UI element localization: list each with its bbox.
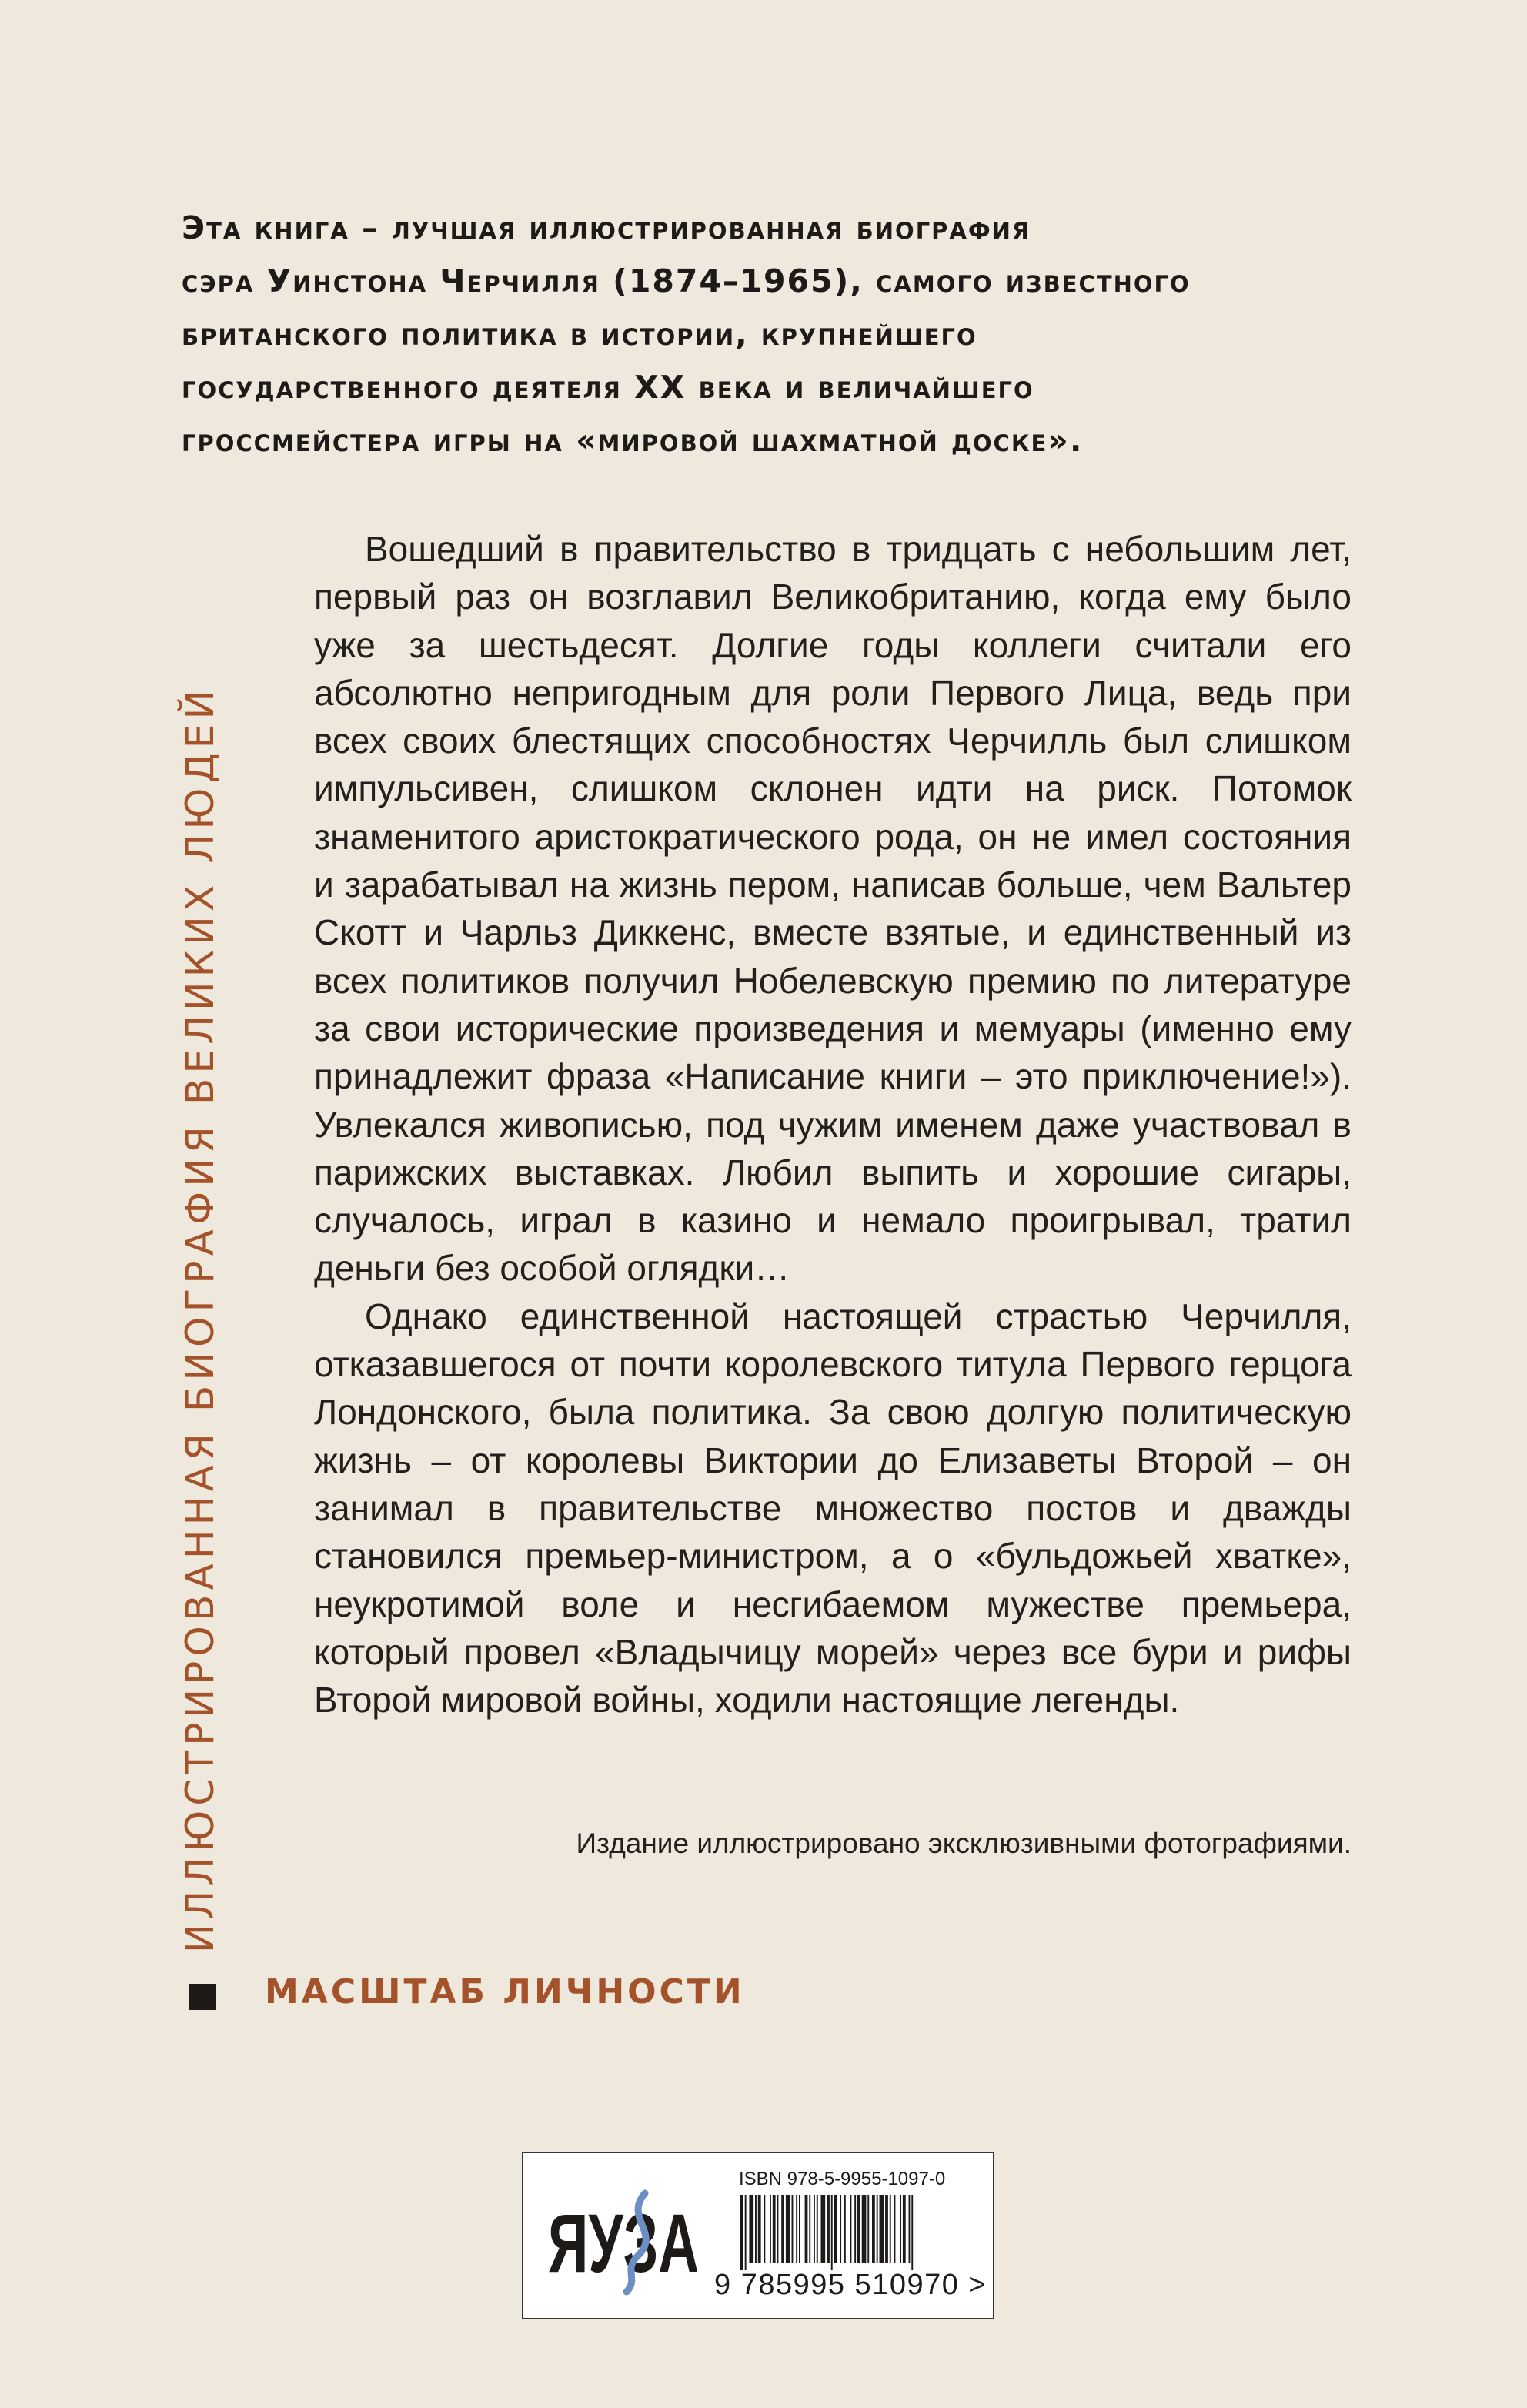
barcode-bar xyxy=(749,2195,753,2263)
vertical-series-title-wrap xyxy=(177,686,223,1953)
barcode-bar xyxy=(796,2195,797,2263)
barcode-bar xyxy=(777,2195,779,2263)
illustration-credit: Издание иллюстрировано эксклюзивными фотографиями. xyxy=(576,1828,1352,1859)
description-paragraph: Однако единственной настоящей страстью Черчилля, отказавшегося от почти королевского титула Первого герцога Лондонского, была политика. За свою долгую политическую жизнь – от королевы Виктории до Елизаветы Второй – он занимал в правительстве множество постов и дважды становился премьер-министром, а о «бульдожьей хватке», неукротимой воле и несгибаемом мужестве премьера, который провел «Владычицу морей» через все бури и рифы Второй мировой войны, ходили настоящие легенды. xyxy=(314,1296,1352,1721)
barcode-bar xyxy=(911,2195,913,2270)
barcode-bar xyxy=(770,2195,771,2263)
isbn-box xyxy=(522,2152,994,2319)
publisher-logo-text: ЯУЗА xyxy=(548,2196,699,2289)
barcode-bar xyxy=(877,2195,878,2263)
barcode-bar xyxy=(900,2195,901,2263)
barcode-bar xyxy=(764,2195,765,2263)
barcode-bar xyxy=(755,2195,757,2263)
barcode-bar xyxy=(821,2195,826,2263)
description xyxy=(314,525,1352,1724)
barcode-bar xyxy=(840,2195,841,2263)
barcode-bar xyxy=(857,2195,860,2263)
series-square-icon xyxy=(189,1984,216,2010)
barcode-bar xyxy=(844,2195,846,2263)
barcode-bar xyxy=(792,2195,794,2263)
barcode-bar xyxy=(773,2195,776,2263)
intro-blurb xyxy=(182,202,1382,467)
barcode-bar xyxy=(894,2195,896,2263)
barcode-bar xyxy=(799,2195,800,2263)
barcode-bar xyxy=(872,2195,875,2263)
barcode-bar xyxy=(903,2195,906,2263)
barcode-bar xyxy=(831,2195,833,2270)
barcode-bar xyxy=(880,2195,884,2263)
barcode-bar xyxy=(890,2195,891,2263)
barcode-bar xyxy=(850,2195,852,2263)
publisher-logo xyxy=(546,2187,700,2295)
barcode-bar xyxy=(827,2195,830,2263)
intro-line: Эта книга – лучшая иллюстрированная биография xyxy=(182,209,1031,246)
barcode-bar xyxy=(745,2195,747,2270)
barcode-bar xyxy=(885,2195,888,2263)
intro-line: сэра Уинстона Черчилля (1874–1965), самого известного xyxy=(182,263,1191,299)
barcode-bar xyxy=(834,2195,837,2263)
intro-line: государственного деятеля XX века и величайшего xyxy=(182,369,1034,406)
barcode-digits: 9 785995 510970 > xyxy=(714,2269,987,2301)
barcode-bar xyxy=(809,2195,810,2263)
barcode-bar xyxy=(854,2195,856,2263)
barcode-bar xyxy=(862,2195,867,2263)
isbn-number: ISBN 978-5-9955-1097-0 xyxy=(739,2169,946,2189)
barcode-bar xyxy=(781,2195,784,2263)
intro-line: британского политика в истории, крупнейшего xyxy=(182,316,977,353)
barcode-bar xyxy=(758,2195,761,2263)
description-paragraph: Вошедший в правительство в тридцать с небольшим лет, первый раз он возглавил Великобританию, когда ему было уже за шестьдесят. Долгие годы коллеги считали его абсолютно непригодным для роли Первого Лица, ведь при всех своих блестящих способностях Черчилль был слишком импульсивен, слишком склонен идти на риск. Потомок знаменитого аристократического рода, он не имел состояния и зарабатывал на жизнь пером, написав больше, чем Вальтер Скотт и Чарльз Диккенс, вместе взятые, и единственный из всех политиков получил Нобелевскую премию по литературе за свои исторические произведения и мемуары (именно ему принадлежит фраза «Написание книги – это приключение!»). Увлекался живописью, под чужим именем даже участвовал в парижских выставках. Любил выпить и хорошие сигары, случалось, играл в казино и немало проигрывал, тратил деньги без особой оглядки… xyxy=(314,529,1352,1289)
barcode-bar xyxy=(867,2195,869,2263)
barcode-bar xyxy=(909,2195,911,2263)
barcode-bar xyxy=(786,2195,790,2263)
barcode-bar xyxy=(805,2195,808,2263)
vertical-series-title: ИЛЛЮСТРИРОВАННАЯ БИОГРАФИЯ ВЕЛИКИХ ЛЮДЕЙ xyxy=(178,685,222,1953)
barcode-bar xyxy=(814,2195,815,2263)
barcode-bar xyxy=(817,2195,818,2263)
barcode xyxy=(739,2195,977,2272)
series-name: МАСШТАБ ЛИЧНОСТИ xyxy=(265,1972,745,2012)
barcode-bar xyxy=(740,2195,743,2270)
intro-line: гроссмейстера игры на «мировой шахматной доске». xyxy=(182,422,1084,459)
